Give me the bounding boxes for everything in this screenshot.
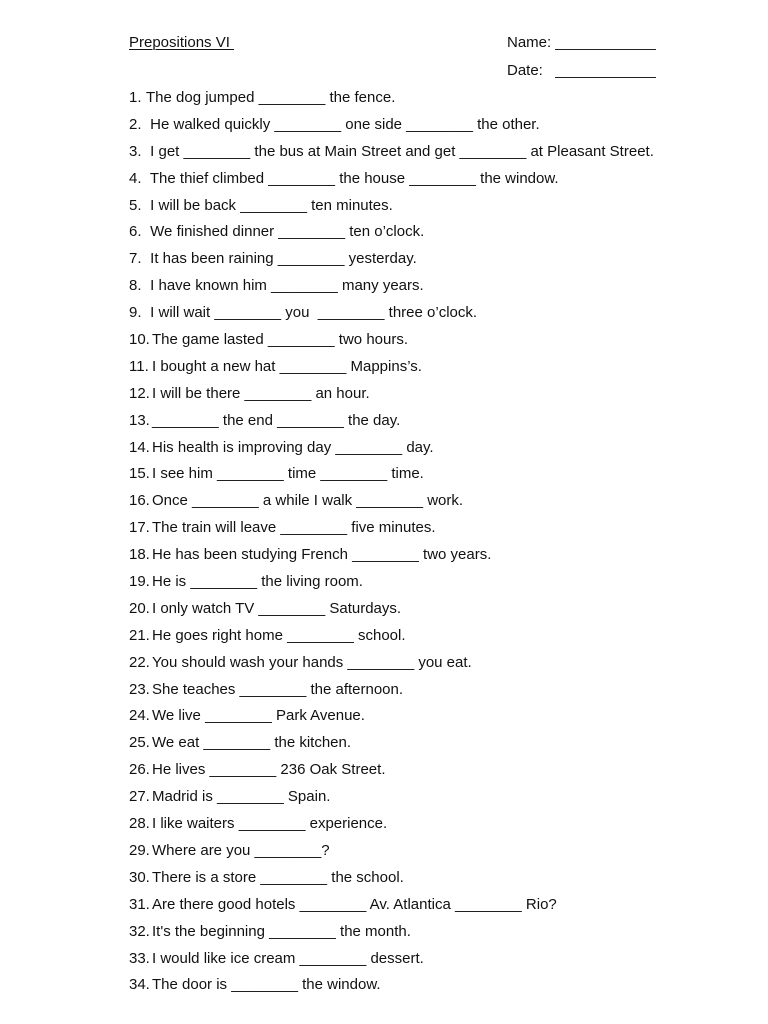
question-item — [129, 626, 729, 653]
question-list — [129, 88, 729, 1002]
question-text: He is ________ the living room. — [152, 573, 363, 591]
question-item — [129, 276, 729, 303]
question-text: We live ________ Park Avenue. — [152, 707, 365, 725]
question-text: Are there good hotels ________ Av. Atlantica ________ Rio? — [152, 895, 557, 913]
question-text: The door is ________ the window. — [152, 976, 381, 994]
question-text: I will wait ________ you ________ three o’clock. — [146, 304, 478, 322]
question-number: 25. — [129, 734, 150, 752]
question-number: 3. — [129, 142, 142, 160]
question-item — [129, 841, 729, 868]
question-text: The dog jumped ________ the fence. — [146, 89, 396, 106]
question-item — [129, 653, 729, 680]
name-label: Name: — [507, 34, 552, 51]
question-text: I bought a new hat ________ Mappins’s. — [152, 357, 422, 375]
question-item — [129, 518, 729, 545]
question-number: 7. — [129, 250, 142, 268]
question-text: Where are you ________? — [152, 841, 330, 859]
question-number: 22. — [129, 653, 150, 671]
question-text: I have known him ________ many years. — [146, 277, 424, 295]
question-text: We finished dinner ________ ten o’clock. — [146, 223, 425, 241]
question-item — [129, 922, 729, 949]
question-item — [129, 438, 729, 465]
question-text: It's the beginning ________ the month. — [152, 922, 411, 940]
question-number: 12. — [129, 384, 150, 402]
question-text: ________ the end ________ the day. — [152, 411, 401, 429]
question-text: He walked quickly ________ one side ________ the other. — [146, 115, 540, 133]
question-text: You should wash your hands ________ you eat. — [152, 653, 472, 671]
question-item — [129, 491, 729, 518]
question-number: 33. — [129, 949, 150, 967]
worksheet-title: Prepositions VI — [129, 34, 235, 51]
question-item — [129, 142, 729, 169]
question-item — [129, 975, 729, 1002]
question-item — [129, 572, 729, 599]
question-item — [129, 733, 729, 760]
question-item — [129, 115, 729, 142]
question-item — [129, 357, 729, 384]
question-text: He goes right home ________ school. — [152, 626, 406, 644]
question-item — [129, 196, 729, 223]
question-number: 11. — [129, 357, 149, 375]
question-number: 1. — [129, 89, 142, 106]
question-number: 27. — [129, 788, 150, 806]
question-number: 24. — [129, 707, 150, 725]
question-number: 19. — [129, 573, 150, 591]
question-text: It has been raining ________ yesterday. — [146, 250, 417, 268]
question-text: He has been studying French ________ two years. — [152, 546, 492, 564]
question-text: The train will leave ________ five minutes. — [152, 519, 436, 537]
question-number: 2. — [129, 115, 142, 133]
question-text: Once ________ a while I walk ________ work. — [152, 492, 464, 510]
question-number: 23. — [129, 680, 150, 698]
question-text: I see him ________ time ________ time. — [152, 465, 424, 483]
question-number: 17. — [129, 519, 150, 537]
question-item — [129, 249, 729, 276]
question-item — [129, 895, 729, 922]
date-blank-line — [555, 77, 656, 78]
question-text: I would like ice cream ________ dessert. — [152, 949, 424, 967]
question-number: 29. — [129, 841, 150, 859]
question-number: 31. — [129, 895, 150, 913]
question-text: I will be there ________ an hour. — [152, 384, 370, 402]
question-number: 30. — [129, 868, 150, 886]
question-number: 5. — [129, 196, 142, 214]
question-number: 10. — [129, 331, 150, 349]
question-number: 34. — [129, 976, 150, 994]
question-text: I only watch TV ________ Saturdays. — [152, 599, 402, 617]
question-item — [129, 384, 729, 411]
question-item — [129, 787, 729, 814]
question-text: She teaches ________ the afternoon. — [152, 680, 404, 698]
question-text: Madrid is ________ Spain. — [152, 788, 331, 806]
question-number: 32. — [129, 922, 150, 940]
question-text: I get ________ the bus at Main Street and get ________ at Pleasant Street. — [146, 142, 654, 160]
question-item — [129, 169, 729, 196]
question-item — [129, 411, 729, 438]
question-text: The game lasted ________ two hours. — [152, 331, 409, 349]
question-number: 14. — [129, 438, 150, 456]
question-number: 13. — [129, 411, 150, 429]
question-item — [129, 868, 729, 895]
question-text: I like waiters ________ experience. — [152, 815, 388, 833]
question-number: 20. — [129, 599, 150, 617]
question-item — [129, 222, 729, 249]
question-item — [129, 760, 729, 787]
date-label: Date: — [507, 62, 543, 79]
question-number: 4. — [129, 169, 142, 187]
question-item — [129, 599, 729, 626]
question-number: 28. — [129, 815, 150, 833]
question-text: There is a store ________ the school. — [152, 868, 404, 886]
question-item — [129, 464, 729, 491]
question-number: 15. — [129, 465, 150, 483]
name-blank-line — [555, 49, 656, 50]
question-text: I will be back ________ ten minutes. — [146, 196, 393, 214]
question-text: We eat ________ the kitchen. — [152, 734, 352, 752]
question-number: 18. — [129, 546, 150, 564]
question-number: 26. — [129, 761, 150, 779]
question-text: His health is improving day ________ day. — [152, 438, 434, 456]
question-number: 21. — [129, 626, 150, 644]
question-number: 9. — [129, 304, 142, 322]
question-number: 16. — [129, 492, 150, 510]
question-item — [129, 545, 729, 572]
question-text: The thief climbed ________ the house ________ the window. — [146, 169, 559, 187]
question-item — [129, 303, 729, 330]
question-item — [129, 88, 729, 115]
question-number: 8. — [129, 277, 142, 295]
question-item — [129, 949, 729, 976]
question-text: He lives ________ 236 Oak Street. — [152, 761, 386, 779]
question-item — [129, 814, 729, 841]
question-item — [129, 330, 729, 357]
question-item — [129, 706, 729, 733]
question-number: 6. — [129, 223, 142, 241]
question-item — [129, 680, 729, 707]
